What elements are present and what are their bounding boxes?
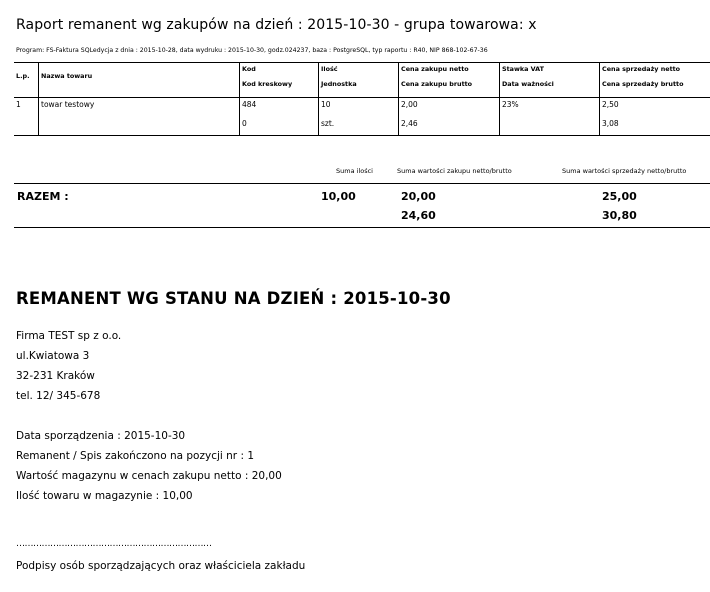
warehouse-quantity: Ilość towaru w magazynie : 10,00 bbox=[16, 490, 193, 502]
report-title: Raport remanent wg zakupów na dzień : 2015-10-30 - grupa towarowa: x bbox=[16, 17, 537, 33]
signature-label: Podpisy osób sporządzających oraz właściciela zakładu bbox=[16, 560, 306, 572]
header-kod: Kod bbox=[242, 65, 256, 73]
table-col-divider bbox=[38, 62, 39, 136]
cell-kod-kreskowy: 0 bbox=[242, 119, 247, 128]
summary-header-sprzedaz: Suma wartości sprzedaży netto/brutto bbox=[562, 167, 687, 175]
spis-position: Remanent / Spis zakończono na pozycji nr : 1 bbox=[16, 450, 255, 462]
header-name: Nazwa towaru bbox=[41, 72, 93, 80]
header-sprzedaz-netto: Cena sprzedaży netto bbox=[602, 65, 681, 73]
razem-ilosc: 10,00 bbox=[321, 190, 356, 203]
header-sprzedaz-brutto: Cena sprzedaży brutto bbox=[602, 80, 684, 88]
table-header-border bbox=[14, 97, 710, 98]
header-cena-brutto: Cena zakupu brutto bbox=[401, 80, 473, 88]
table-col-divider bbox=[318, 62, 319, 136]
cell-kod: 484 bbox=[242, 100, 257, 109]
signature-dots: …………………………………………………………… bbox=[16, 539, 212, 549]
company-name: Firma TEST sp z o.o. bbox=[16, 330, 122, 342]
cell-sprzedaz-brutto: 3,08 bbox=[602, 119, 619, 128]
cell-name: towar testowy bbox=[41, 100, 95, 109]
table-bottom-border bbox=[14, 135, 710, 136]
header-data-waznosci: Data ważności bbox=[502, 80, 554, 88]
summary-top-border bbox=[14, 183, 710, 184]
header-cena-netto: Cena zakupu netto bbox=[401, 65, 469, 73]
cell-stawka-vat: 23% bbox=[502, 100, 519, 109]
cell-ilosc: 10 bbox=[321, 100, 331, 109]
cell-cena-brutto: 2,46 bbox=[401, 119, 418, 128]
table-col-divider bbox=[239, 62, 240, 136]
header-stawka-vat: Stawka VAT bbox=[502, 65, 544, 73]
cell-jednostka: szt. bbox=[321, 119, 335, 128]
razem-label: RAZEM : bbox=[17, 190, 69, 203]
remanent-heading: REMANENT WG STANU NA DZIEŃ : 2015-10-30 bbox=[16, 289, 451, 308]
header-ilosc: Ilość bbox=[321, 65, 338, 73]
company-street: ul.Kwiatowa 3 bbox=[16, 350, 90, 362]
warehouse-value: Wartość magazynu w cenach zakupu netto : 20,00 bbox=[16, 470, 282, 482]
header-lp: L.p. bbox=[16, 72, 30, 80]
table-col-divider bbox=[499, 62, 500, 136]
table-col-divider bbox=[398, 62, 399, 136]
date-created: Data sporządzenia : 2015-10-30 bbox=[16, 430, 186, 442]
header-jednostka: Jednostka bbox=[321, 80, 357, 88]
cell-sprzedaz-netto: 2,50 bbox=[602, 100, 619, 109]
summary-bottom-border bbox=[14, 227, 710, 228]
summary-header-ilosc: Suma ilości bbox=[336, 167, 373, 175]
header-kod-kreskowy: Kod kreskowy bbox=[242, 80, 293, 88]
cell-cena-netto: 2,00 bbox=[401, 100, 418, 109]
table-top-border bbox=[14, 62, 710, 63]
program-info-line: Program: FS-Faktura SQLedycja z dnia : 2015-10-28, data wydruku : 2015-10-30, godz.024237, baza : PostgreSQL, typ raportu : R40, NIP 868-102-67-36 bbox=[16, 47, 488, 54]
razem-sprzedaz-brutto: 30,80 bbox=[602, 209, 637, 222]
cell-lp: 1 bbox=[16, 100, 21, 109]
summary-header-zakup: Suma wartości zakupu netto/brutto bbox=[397, 167, 512, 175]
company-phone: tel. 12/ 345-678 bbox=[16, 390, 101, 402]
razem-sprzedaz-netto: 25,00 bbox=[602, 190, 637, 203]
razem-zakup-brutto: 24,60 bbox=[401, 209, 436, 222]
company-city: 32-231 Kraków bbox=[16, 370, 95, 382]
table-col-divider bbox=[599, 62, 600, 136]
razem-zakup-netto: 20,00 bbox=[401, 190, 436, 203]
